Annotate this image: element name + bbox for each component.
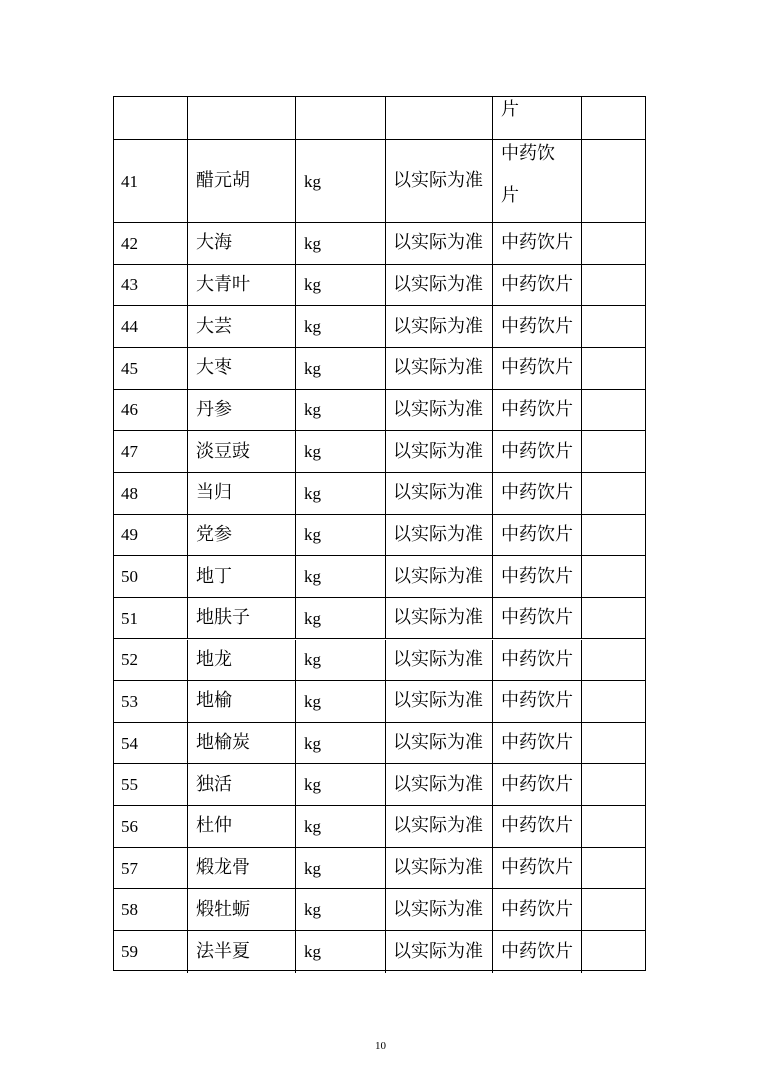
cell-name: 地丁 bbox=[187, 556, 295, 597]
cell-name: 醋元胡 bbox=[187, 140, 295, 222]
cell-type bbox=[492, 140, 581, 222]
cell-unit: kg bbox=[295, 806, 385, 847]
table-row bbox=[114, 515, 645, 557]
cell-no: 57 bbox=[121, 858, 138, 878]
cell-quantity: 以实际为准 bbox=[385, 473, 492, 514]
page-number: 10 bbox=[375, 1040, 386, 1052]
cell-name: 独活 bbox=[187, 764, 295, 805]
cell-quantity: 以实际为准 bbox=[385, 348, 492, 389]
cell-quantity: 以实际为准 bbox=[385, 806, 492, 847]
cell-unit: kg bbox=[295, 889, 385, 930]
cell-name: 大海 bbox=[187, 223, 295, 264]
cell-note bbox=[581, 848, 645, 889]
cell-unit: kg bbox=[295, 931, 385, 973]
cell-no: 59 bbox=[121, 942, 138, 962]
cell-name: 煅龙骨 bbox=[187, 848, 295, 889]
table-row bbox=[114, 681, 645, 723]
cell-type: 中药饮片 bbox=[492, 473, 581, 514]
cell-type: 片 bbox=[492, 97, 581, 139]
cell-note bbox=[581, 806, 645, 847]
table-row bbox=[114, 223, 645, 265]
cell-no: 48 bbox=[121, 483, 138, 503]
cell-quantity: 以实际为准 bbox=[385, 598, 492, 639]
cell-unit: kg bbox=[295, 515, 385, 556]
table-row-41 bbox=[114, 140, 645, 223]
cell-type: 中药饮片 bbox=[492, 681, 581, 722]
cell-type: 中药饮片 bbox=[492, 348, 581, 389]
cell-unit: kg bbox=[295, 348, 385, 389]
cell-unit bbox=[295, 97, 385, 139]
cell-quantity bbox=[385, 97, 492, 139]
cell-note bbox=[581, 640, 645, 681]
cell-no: 51 bbox=[121, 608, 138, 628]
cell-quantity: 以实际为准 bbox=[385, 390, 492, 431]
cell-type-line1: 中药饮 bbox=[501, 143, 555, 164]
cell-unit: kg bbox=[295, 848, 385, 889]
cell-unit: kg bbox=[295, 431, 385, 472]
table-row bbox=[114, 556, 645, 598]
cell-no: 45 bbox=[121, 358, 138, 378]
cell-no: 46 bbox=[121, 400, 138, 420]
cell-name bbox=[187, 97, 295, 139]
cell-type: 中药饮片 bbox=[492, 306, 581, 347]
cell-note bbox=[581, 723, 645, 764]
table-row bbox=[114, 764, 645, 806]
cell-unit: kg bbox=[295, 681, 385, 722]
table-row bbox=[114, 598, 645, 640]
cell-note bbox=[581, 598, 645, 639]
cell-quantity: 以实际为准 bbox=[385, 223, 492, 264]
cell-name: 煅牡蛎 bbox=[187, 889, 295, 930]
cell-note bbox=[581, 390, 645, 431]
cell-name: 地榆炭 bbox=[187, 723, 295, 764]
cell-no: 53 bbox=[121, 691, 138, 711]
cell-unit: kg bbox=[295, 306, 385, 347]
cell-note bbox=[581, 473, 645, 514]
cell-type: 中药饮片 bbox=[492, 764, 581, 805]
cell-unit: kg bbox=[295, 556, 385, 597]
table-row bbox=[114, 265, 645, 307]
cell-name: 法半夏 bbox=[187, 931, 295, 973]
cell-quantity: 以实际为准 bbox=[385, 681, 492, 722]
cell-note bbox=[581, 931, 645, 973]
table-row bbox=[114, 473, 645, 515]
cell-name: 地榆 bbox=[187, 681, 295, 722]
cell-unit: kg bbox=[295, 223, 385, 264]
cell-no: 49 bbox=[121, 525, 138, 545]
cell-unit: kg bbox=[295, 390, 385, 431]
cell-quantity: 以实际为准 bbox=[385, 723, 492, 764]
cell-unit: kg bbox=[295, 598, 385, 639]
table-row bbox=[114, 348, 645, 390]
cell-note bbox=[581, 223, 645, 264]
cell-unit: kg bbox=[295, 265, 385, 306]
cell-type: 中药饮片 bbox=[492, 265, 581, 306]
cell-name: 丹参 bbox=[187, 390, 295, 431]
cell-unit: kg bbox=[295, 723, 385, 764]
cell-type: 中药饮片 bbox=[492, 223, 581, 264]
cell-quantity: 以实际为准 bbox=[385, 431, 492, 472]
cell-name: 地龙 bbox=[187, 640, 295, 681]
cell-quantity: 以实际为准 bbox=[385, 848, 492, 889]
cell-type: 中药饮片 bbox=[492, 806, 581, 847]
cell-no: 56 bbox=[121, 816, 138, 836]
cell-note bbox=[581, 140, 645, 222]
medicine-table bbox=[113, 96, 646, 971]
cell-name: 大芸 bbox=[187, 306, 295, 347]
cell-note bbox=[581, 764, 645, 805]
cell-name: 大青叶 bbox=[187, 265, 295, 306]
cell-type: 中药饮片 bbox=[492, 889, 581, 930]
cell-quantity: 以实际为准 bbox=[385, 556, 492, 597]
cell-note bbox=[581, 681, 645, 722]
cell-type: 中药饮片 bbox=[492, 390, 581, 431]
cell-name: 杜仲 bbox=[187, 806, 295, 847]
cell-note bbox=[581, 265, 645, 306]
cell-name: 党参 bbox=[187, 515, 295, 556]
cell-no: 52 bbox=[121, 650, 138, 670]
cell-name: 当归 bbox=[187, 473, 295, 514]
cell-note bbox=[581, 515, 645, 556]
cell-note bbox=[581, 431, 645, 472]
cell-no: 43 bbox=[121, 275, 138, 295]
cell-quantity: 以实际为准 bbox=[385, 931, 492, 973]
cell-quantity: 以实际为准 bbox=[385, 306, 492, 347]
cell-type: 中药饮片 bbox=[492, 431, 581, 472]
cell-no: 58 bbox=[121, 900, 138, 920]
cell-no: 41 bbox=[121, 171, 138, 191]
table-row bbox=[114, 306, 645, 348]
cell-type: 中药饮片 bbox=[492, 931, 581, 973]
cell-type: 中药饮片 bbox=[492, 556, 581, 597]
cell-note bbox=[581, 889, 645, 930]
cell-type: 中药饮片 bbox=[492, 598, 581, 639]
table-row bbox=[114, 431, 645, 473]
cell-note bbox=[581, 97, 645, 139]
cell-note bbox=[581, 306, 645, 347]
cell-type: 中药饮片 bbox=[492, 515, 581, 556]
table-row bbox=[114, 390, 645, 432]
cell-type: 中药饮片 bbox=[492, 848, 581, 889]
cell-quantity: 以实际为准 bbox=[385, 640, 492, 681]
cell-unit: kg bbox=[295, 473, 385, 514]
cell-quantity: 以实际为准 bbox=[385, 515, 492, 556]
cell-no: 47 bbox=[121, 442, 138, 462]
cell-quantity: 以实际为准 bbox=[385, 889, 492, 930]
cell-quantity: 以实际为准 bbox=[385, 265, 492, 306]
table-row bbox=[114, 723, 645, 765]
cell-type: 中药饮片 bbox=[492, 640, 581, 681]
cell-unit: kg bbox=[295, 764, 385, 805]
table-row-continuation bbox=[114, 97, 645, 140]
cell-name: 地肤子 bbox=[187, 598, 295, 639]
cell-quantity: 以实际为准 bbox=[385, 764, 492, 805]
cell-no: 55 bbox=[121, 775, 138, 795]
cell-no: 50 bbox=[121, 567, 138, 586]
cell-note bbox=[581, 556, 645, 597]
cell-no bbox=[114, 97, 187, 139]
cell-unit: kg bbox=[295, 640, 385, 681]
cell-no: 54 bbox=[121, 733, 138, 753]
cell-unit: kg bbox=[295, 140, 385, 222]
cell-note bbox=[581, 348, 645, 389]
cell-quantity: 以实际为准 bbox=[385, 140, 492, 222]
cell-name: 大枣 bbox=[187, 348, 295, 389]
cell-type-line2: 片 bbox=[501, 185, 519, 206]
table-row bbox=[114, 889, 645, 931]
table-row bbox=[114, 806, 645, 848]
cell-no: 44 bbox=[121, 317, 138, 337]
table-row bbox=[114, 640, 645, 682]
cell-name: 淡豆豉 bbox=[187, 431, 295, 472]
table-row bbox=[114, 931, 645, 973]
cell-type: 中药饮片 bbox=[492, 723, 581, 764]
table-row bbox=[114, 848, 645, 890]
cell-no: 42 bbox=[121, 233, 138, 253]
